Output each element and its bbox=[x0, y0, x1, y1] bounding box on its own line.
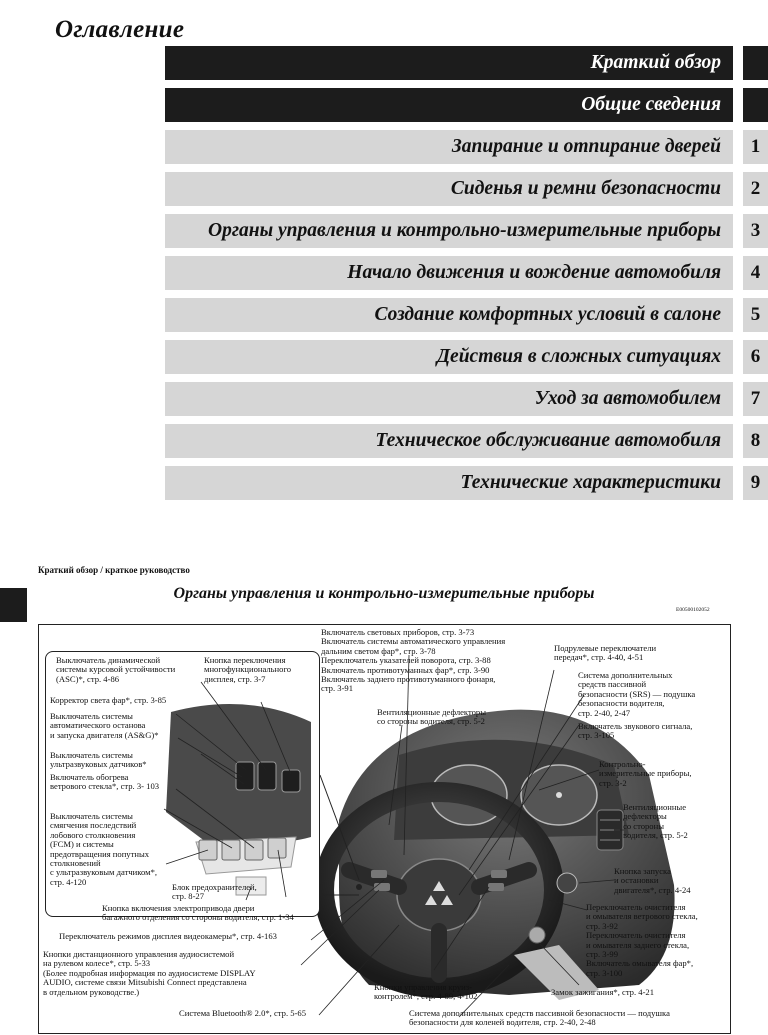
label-sonar-switch: Выключатель системы ультразвуковых датчиков* bbox=[50, 750, 147, 770]
toc-title: Оглавление bbox=[55, 16, 185, 43]
toc-row[interactable] bbox=[165, 88, 733, 122]
label-ignition-switch: Замок зажигания*, стр. 4-21 bbox=[551, 987, 655, 997]
toc-section-label[interactable]: Создание комфортных условий в салоне bbox=[165, 298, 733, 332]
toc-row[interactable] bbox=[165, 382, 761, 416]
toc-section-label[interactable]: Запирание и отпирание дверей bbox=[165, 130, 733, 164]
label-audio-remote: Кнопки дистанционного управления аудиосистемой на рулевом колесе*, стр. 5-33 (Более подробная информация по аудиосистеме DISPLAY AUDIO, системе связи Mitsubishi Connect представлена в отдельном руководстве.) bbox=[43, 949, 256, 997]
label-engine-start-button: Кнопка запуска и остановки двигателя*, стр. 4-24 bbox=[614, 866, 691, 895]
label-right-vents: Вентиляционные дефлекторы со стороны водителя, стр. 5-2 bbox=[623, 802, 688, 841]
toc-section-number bbox=[743, 46, 768, 80]
label-headlamp-leveling: Корректор света фар*, стр. 3-85 bbox=[50, 695, 167, 705]
toc-row[interactable] bbox=[165, 172, 761, 206]
label-fuse-box: Блок предохранителей, стр. 8-27 bbox=[172, 882, 257, 902]
label-wiper-switches: Переключатель очистителя и омывателя ветрового стекла, стр. 3-92 Переключатель очистителя и омывателя заднего стекла, стр. 3-99 Включатель омывателя фар*, стр. 3-100 bbox=[586, 902, 698, 978]
label-lights-switches: Включатель световых приборов, стр. 3-73 Включатель системы автоматического управления дальним светом фар*, стр. 3-78 Переключатель указателей поворота, стр. 3-88 Включатель противотуманных фар*, стр. 3-90 Включатель заднего противотуманного фонаря, стр. 3-91 bbox=[321, 627, 506, 694]
toc-section-label[interactable]: Общие сведения bbox=[165, 88, 733, 122]
label-fcm-switch: Выключатель системы смягчения последствий лобового столкновения (FCM) и системы предотвращения попутных столкновений с ультразвуковым датчиком*, стр. 4-120 bbox=[50, 811, 158, 887]
label-windshield-heater: Включатель обогрева ветрового стекла*, стр. 3- 103 bbox=[50, 772, 160, 792]
toc-section-number: 7 bbox=[743, 382, 768, 416]
label-srs-knee: Система дополнительных средств пассивной безопасности — подушка безопасности для коленей водителя, стр. 2-40, 2-48 bbox=[409, 1008, 670, 1028]
toc-section-number: 8 bbox=[743, 424, 768, 458]
toc-section-label[interactable]: Уход за автомобилем bbox=[165, 382, 733, 416]
toc-section-number bbox=[743, 88, 768, 122]
label-cruise-buttons: Кнопки управления круиз- контролем*, стр. 4-89, 4-102 bbox=[374, 982, 478, 1002]
label-horn: Включатель звукового сигнала, стр. 3-105 bbox=[578, 721, 693, 741]
toc-section-number: 4 bbox=[743, 256, 768, 290]
toc-section-label[interactable]: Технические характеристики bbox=[165, 466, 733, 500]
toc-section-number: 2 bbox=[743, 172, 768, 206]
toc-section-label[interactable]: Краткий обзор bbox=[165, 46, 733, 80]
toc-section-label[interactable]: Техническое обслуживание автомобиля bbox=[165, 424, 733, 458]
center-console-inset bbox=[45, 651, 320, 923]
label-camera-mode-switch: Переключатель режимов дисплея видеокамеры*, стр. 4-163 bbox=[59, 931, 277, 941]
toc-row[interactable] bbox=[165, 424, 761, 458]
toc-row[interactable] bbox=[165, 214, 761, 248]
toc-row[interactable] bbox=[165, 130, 761, 164]
label-paddle-shifters: Подрулевые переключатели передач*, стр. 4-40, 4-51 bbox=[554, 643, 657, 663]
toc-section-number: 3 bbox=[743, 214, 768, 248]
dashboard-figure bbox=[38, 624, 731, 1034]
label-instruments: Контрольно- измерительные приборы, стр. 3-2 bbox=[599, 759, 692, 788]
toc-row[interactable] bbox=[165, 298, 761, 332]
section-title: Органы управления и контрольно-измерительные приборы bbox=[173, 585, 595, 602]
label-asg-switch: Выключатель системы автоматического останова и запуска двигателя (AS&G)* bbox=[50, 711, 159, 740]
toc-row[interactable] bbox=[165, 46, 733, 80]
toc-row[interactable] bbox=[165, 256, 761, 290]
toc-row[interactable] bbox=[165, 340, 761, 374]
toc-section-number: 5 bbox=[743, 298, 768, 332]
label-bluetooth: Система Bluetooth® 2.0*, стр. 5-65 bbox=[179, 1008, 306, 1018]
toc-section-number: 9 bbox=[743, 466, 768, 500]
toc-row[interactable] bbox=[165, 466, 761, 500]
toc-section-label[interactable]: Сиденья и ремни безопасности bbox=[165, 172, 733, 206]
label-srs-driver: Система дополнительных средств пассивной безопасности (SRS) — подушка безопасности водителя, стр. 2-40, 2-47 bbox=[578, 670, 696, 718]
toc-section-label[interactable]: Начало движения и вождение автомобиля bbox=[165, 256, 733, 290]
toc-section-number: 1 bbox=[743, 130, 768, 164]
label-tailgate-button: Кнопка включения электропривода двери багажного отделения со стороны водителя, стр. 1-34 bbox=[102, 903, 294, 923]
breadcrumb: Краткий обзор / краткое руководство bbox=[38, 565, 190, 575]
toc-section-number: 6 bbox=[743, 340, 768, 374]
label-left-vents: Вентиляционные дефлекторы со стороны водителя, стр. 5-2 bbox=[377, 707, 486, 727]
label-display-button: Кнопка переключения многофункционального дисплея, стр. 3-7 bbox=[204, 655, 292, 684]
toc-section-label[interactable]: Органы управления и контрольно-измерительные приборы bbox=[165, 214, 733, 248]
label-asc-switch: Выключатель динамической системы курсовой устойчивости (ASC)*, стр. 4-86 bbox=[56, 655, 176, 684]
document-code: E00500102052 bbox=[676, 607, 710, 613]
toc-section-label[interactable]: Действия в сложных ситуациях bbox=[165, 340, 733, 374]
